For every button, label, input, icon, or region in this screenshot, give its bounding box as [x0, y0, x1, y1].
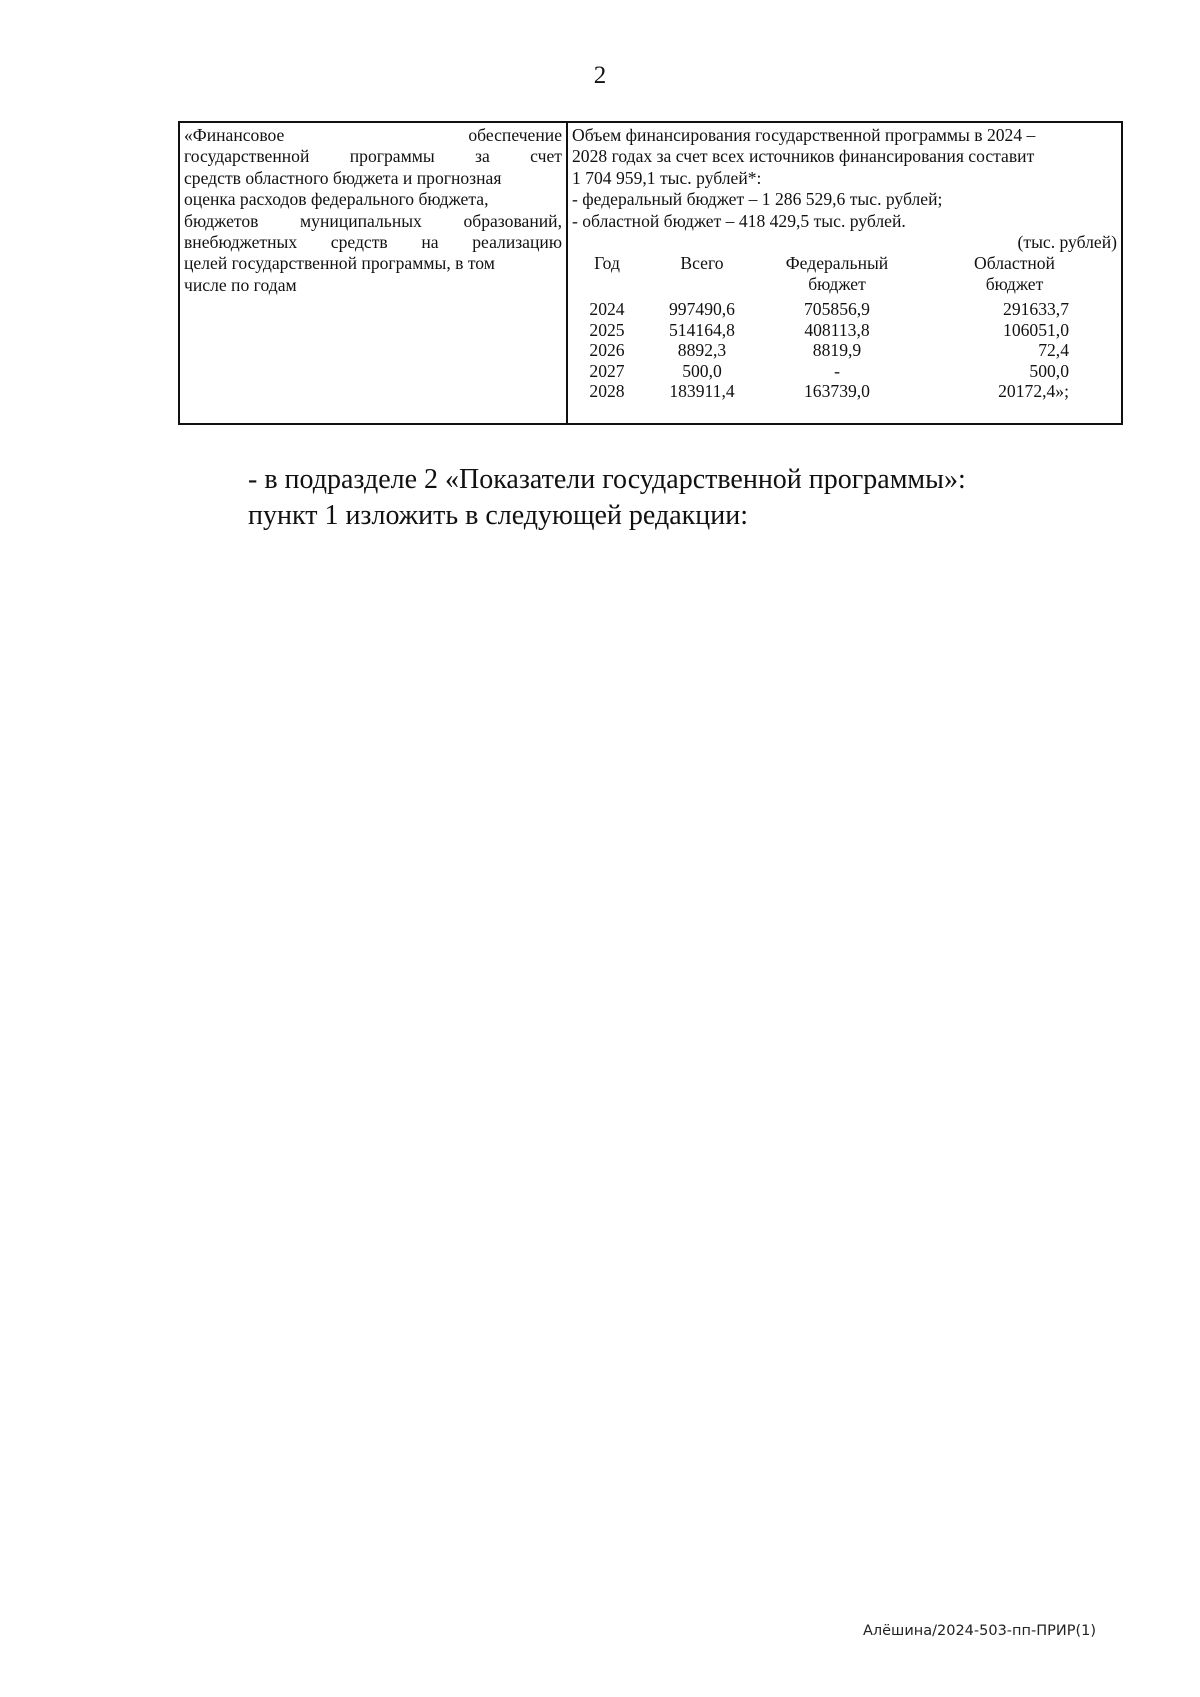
table-row — [572, 381, 1117, 402]
intro-line-2: 2028 годах за счет всех источников финансирования составит — [572, 146, 1035, 167]
cell-year: 2028 — [589, 381, 625, 402]
amendment-line-2: пункт 1 изложить в следующей редакции: — [248, 500, 748, 531]
header-year: Год — [594, 253, 620, 274]
left-cell-word: образований, — [463, 210, 562, 231]
amendment-line-1: - в подразделе 2 «Показатели государственной программы»: — [248, 464, 966, 495]
cell-year: 2027 — [589, 360, 625, 381]
cell-regional: 500,0 — [1029, 360, 1069, 381]
left-cell-line — [184, 253, 562, 274]
cell-total: 514164,8 — [669, 319, 735, 340]
left-cell-word: целей государственной программы, в том — [184, 253, 495, 274]
intro-line-3: 1 704 959,1 тыс. рублей*: — [572, 167, 762, 188]
funding-table-header — [572, 253, 1117, 299]
cell-year: 2024 — [589, 299, 625, 320]
funding-description-cell — [568, 123, 1121, 423]
funding-table-body — [572, 299, 1117, 402]
intro-line-1: Объем финансирования государственной программы в 2024 – — [572, 125, 1036, 145]
header-regional-line2: бюджет — [985, 273, 1044, 294]
left-cell-line — [184, 189, 562, 210]
units-note: (тыс. рублей) — [1017, 232, 1117, 253]
header-total: Всего — [680, 253, 724, 274]
left-cell-word: на — [421, 232, 439, 253]
header-federal-line2: бюджет — [808, 273, 866, 294]
left-cell-line — [184, 168, 562, 189]
header-federal — [762, 253, 912, 299]
header-regional — [912, 253, 1117, 299]
left-cell-word: обеспечение — [468, 125, 562, 145]
header-federal-line1: Федеральный — [785, 253, 889, 274]
table-row — [572, 320, 1117, 341]
left-cell-word: бюджетов — [184, 210, 259, 231]
left-cell-word: средств — [330, 232, 388, 253]
left-cell-word: программы — [349, 146, 435, 167]
cell-year: 2025 — [589, 319, 625, 340]
left-cell-line — [184, 211, 562, 232]
funding-table — [572, 253, 1117, 402]
cell-total: 8892,3 — [677, 340, 727, 361]
cell-regional: 291633,7 — [1003, 299, 1069, 320]
left-cell-word: счет — [530, 146, 562, 167]
left-cell-word: средств областного бюджета и прогнозная — [184, 167, 502, 188]
cell-total: 183911,4 — [669, 381, 735, 402]
cell-total: 997490,6 — [669, 299, 735, 320]
intro-line-4: - федеральный бюджет – 1 286 529,6 тыс. рублей; — [572, 189, 943, 210]
table-row — [572, 299, 1117, 320]
cell-federal: - — [834, 360, 840, 381]
left-cell-line — [184, 125, 562, 146]
left-cell-word: «Финансовое — [184, 125, 285, 145]
left-cell-line — [184, 275, 562, 296]
cell-federal: 163739,0 — [804, 381, 870, 402]
left-cell-line — [184, 146, 562, 167]
page-number: 2 — [593, 62, 607, 89]
cell-federal: 8819,9 — [812, 340, 862, 361]
amendment-text — [248, 462, 1148, 534]
left-cell-word: числе по годам — [184, 274, 297, 295]
left-cell-line — [184, 232, 562, 253]
cell-year: 2026 — [589, 340, 625, 361]
left-cell-word: внебюджетных — [184, 232, 298, 253]
cell-federal: 408113,8 — [804, 319, 870, 340]
cell-regional: 72,4 — [1038, 340, 1069, 361]
left-cell-word: реализацию — [472, 232, 562, 253]
section-title-cell — [180, 123, 568, 423]
left-cell-word: государственной — [184, 146, 310, 167]
cell-regional: 106051,0 — [1003, 319, 1069, 340]
passport-table — [178, 121, 1123, 425]
cell-regional: 20172,4»; — [998, 381, 1069, 402]
cell-federal: 705856,9 — [804, 299, 870, 320]
left-cell-word: оценка расходов федерального бюджета, — [184, 189, 489, 210]
cell-total: 500,0 — [682, 360, 722, 381]
table-row — [572, 361, 1117, 382]
document-code: Алёшина/2024-503-пп-ПРИР(1) — [862, 1623, 1096, 1639]
table-row — [572, 340, 1117, 361]
intro-line-5: - областной бюджет – 418 429,5 тыс. рублей. — [572, 210, 906, 231]
left-cell-word: за — [475, 146, 490, 167]
header-regional-line1: Областной — [974, 253, 1055, 274]
left-cell-word: муниципальных — [300, 210, 422, 231]
